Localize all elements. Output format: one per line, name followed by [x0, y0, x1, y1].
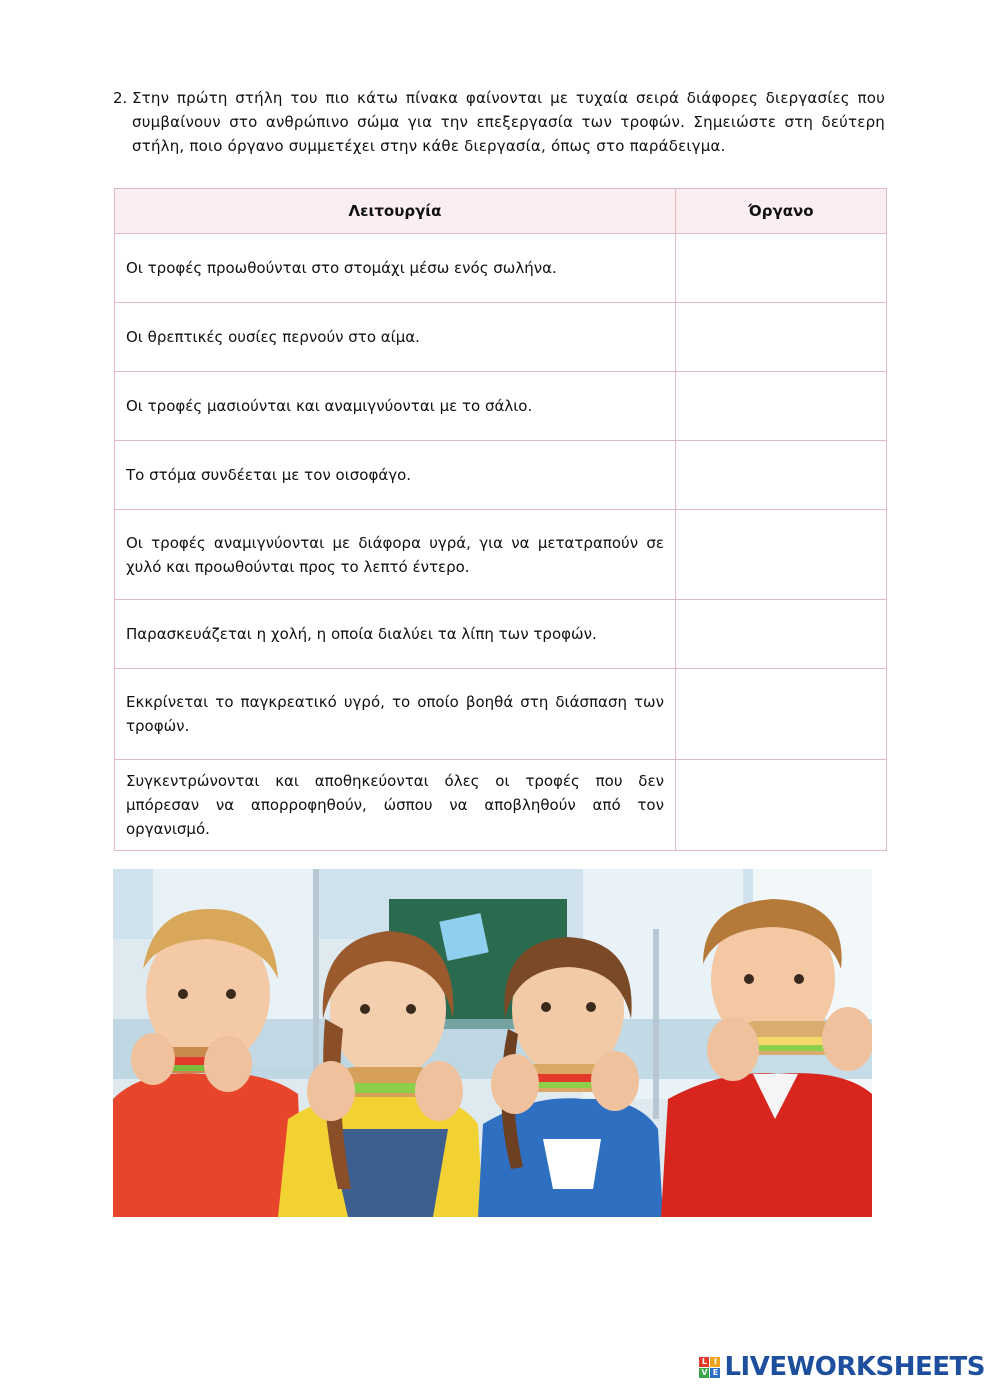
- liveworksheets-logo-text: LIVEWORKSHEETS: [724, 1352, 985, 1382]
- organ-answer-input[interactable]: [676, 303, 890, 371]
- table-row: [115, 234, 887, 303]
- organ-answer-cell: [675, 669, 886, 760]
- table-row: [115, 600, 887, 669]
- organ-answer-input[interactable]: [676, 372, 890, 440]
- organ-answer-input[interactable]: [676, 600, 890, 668]
- digestion-worksheet-table: [114, 188, 887, 851]
- function-cell: Οι τροφές προωθούνται στο στομάχι μέσω ενός σωλήνα.: [115, 234, 676, 303]
- organ-answer-cell: [675, 760, 886, 851]
- function-cell: Συγκεντρώνονται και αποθηκεύονται όλες οι τροφές που δεν μπόρεσαν να απορροφηθούν, ώσπου να αποβληθούν από τον οργανισμό.: [115, 760, 676, 851]
- table-row: [115, 372, 887, 441]
- function-cell: Παρασκευάζεται η χολή, η οποία διαλύει τα λίπη των τροφών.: [115, 600, 676, 669]
- organ-answer-input[interactable]: [676, 441, 890, 509]
- table-header-row: [115, 189, 887, 234]
- table-row: [115, 510, 887, 600]
- function-cell: Οι τροφές αναμιγνύονται με διάφορα υγρά, για να μετατραπούν σε χυλό και προωθούνται προς το λεπτό έντερο.: [115, 510, 676, 600]
- logo-mark-letter: V: [701, 1367, 708, 1377]
- table-row: [115, 760, 887, 851]
- organ-answer-input[interactable]: [676, 234, 890, 302]
- organ-answer-cell: [675, 303, 886, 372]
- organ-answer-input[interactable]: [676, 771, 890, 839]
- organ-answer-cell: [675, 234, 886, 303]
- organ-answer-cell: [675, 510, 886, 600]
- logo-mark-letter: E: [710, 1368, 720, 1378]
- table-row: [115, 669, 887, 760]
- function-cell: Το στόμα συνδέεται με τον οισοφάγο.: [115, 441, 676, 510]
- question-instructions: [113, 86, 885, 158]
- organ-answer-cell: [675, 372, 886, 441]
- organ-answer-cell: [675, 441, 886, 510]
- header-organ: Όργανο: [675, 189, 886, 234]
- organ-answer-input[interactable]: [676, 521, 890, 589]
- organ-answer-cell: [675, 600, 886, 669]
- liveworksheets-logo-mark: [699, 1357, 720, 1378]
- function-cell: Οι θρεπτικές ουσίες περνούν στο αίμα.: [115, 303, 676, 372]
- children-eating-sandwiches-photo: [113, 869, 872, 1217]
- function-cell: Εκκρίνεται το παγκρεατικό υγρό, το οποίο βοηθά στη διάσπαση των τροφών.: [115, 669, 676, 760]
- table-row: [115, 303, 887, 372]
- question-text: Στην πρώτη στήλη του πιο κάτω πίνακα φαίνονται με τυχαία σειρά διάφορες διεργασίες που συμβαίνουν στο ανθρώπινο σώμα για την επεξεργασία των τροφών. Σημειώστε στη δεύτερη στήλη, ποιο όργανο συμμετέχει στην κάθε διεργασία, όπως στο παράδειγμα.: [132, 89, 885, 155]
- header-function: Λειτουργία: [115, 189, 676, 234]
- question-number: 2.: [113, 89, 128, 107]
- logo-mark-letter: L: [699, 1357, 709, 1367]
- table-row: [115, 441, 887, 510]
- organ-answer-input[interactable]: [676, 680, 890, 748]
- logo-mark-letter: I: [710, 1357, 720, 1367]
- function-cell: Οι τροφές μασιούνται και αναμιγνύονται με το σάλιο.: [115, 372, 676, 441]
- liveworksheets-logo[interactable]: [699, 1352, 985, 1382]
